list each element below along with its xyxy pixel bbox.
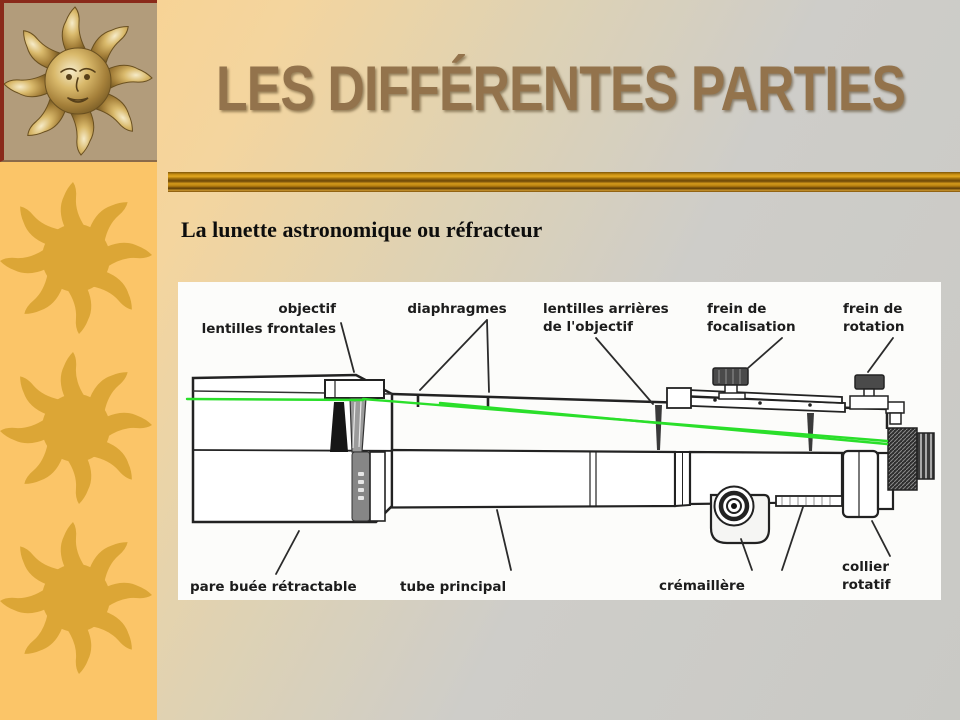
sun-silhouette-icon [0,352,152,504]
rack-bar-shape [776,496,842,506]
main-tube-shape [392,450,675,508]
label-frein-de-2: frein de [843,301,903,317]
knurled-ring-shape [888,428,917,490]
label-pare-buee: pare buée rétractable [190,579,357,595]
lens-cell-ring-shape [352,452,370,521]
sun-logo-block [0,0,157,162]
label-rotation: rotation [843,319,905,335]
gold-divider-bar [168,172,960,192]
page-title: LES DIFFÉRENTES PARTIES [216,54,906,124]
end-step2-shape [890,413,901,424]
rear-lens-baffle-shape [655,405,662,450]
label-objectif: objectif [278,301,336,317]
focus-knob-shape [715,487,754,526]
rear-baffle-shape [807,413,814,451]
sun-face-ornament-icon [4,3,157,160]
cell-ring-outer-shape [370,452,385,521]
label-lentilles-arrieres: lentilles arrières [543,301,669,317]
label-lentilles-frontales: lentilles frontales [201,321,336,337]
rotation-brake-knob-shape [850,375,888,409]
eyepiece-ring-shape [917,433,934,479]
sun-silhouette-icon [0,522,152,674]
label-de-l-objectif: de l'objectif [543,319,633,335]
focus-brake-knob-shape [713,368,748,399]
label-diaphragmes: diaphragmes [407,301,507,317]
slide-subtitle: La lunette astronomique ou réfracteur [181,217,543,242]
label-frein-de-1: frein de [707,301,767,317]
label-collier: collier [842,559,889,575]
sun-silhouette-icon [0,182,152,334]
label-rotatif: rotatif [842,577,891,593]
telescope-drawing [187,368,934,543]
telescope-diagram [178,282,941,600]
label-focalisation: focalisation [707,319,796,335]
objective-cell-shape [325,380,384,398]
rail-bracket-shape [667,388,691,408]
label-tube-principal: tube principal [400,579,507,595]
refractor-schematic [178,282,941,600]
rotating-collar-shape [843,451,878,517]
label-cremaillere: crémaillère [659,578,745,594]
